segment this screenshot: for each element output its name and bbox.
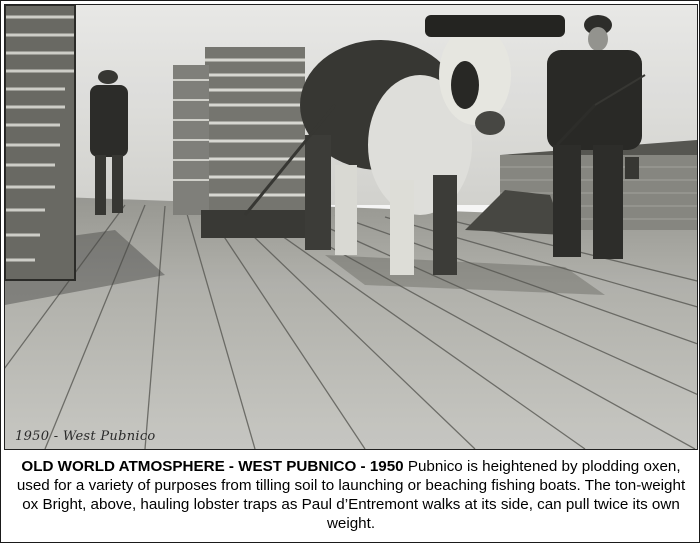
caption-headline: OLD WORLD ATMOSPHERE - WEST PUBNICO - 1950 xyxy=(21,458,404,475)
caption-body: Pubnico is heightened by plodding oxen, used for a variety of purposes from tilling soil to launching or beaching fishing boats. The ton-weight ox Bright, above, hauling lobster traps as Paul d’Entremont walks at its side, can pull twice its own weight. xyxy=(16,458,686,532)
ox-wharf-scene xyxy=(5,5,697,449)
handwritten-annotation: 1950 - West Pubnico xyxy=(15,429,156,444)
photo-caption xyxy=(7,457,695,533)
historic-photograph xyxy=(4,4,698,450)
